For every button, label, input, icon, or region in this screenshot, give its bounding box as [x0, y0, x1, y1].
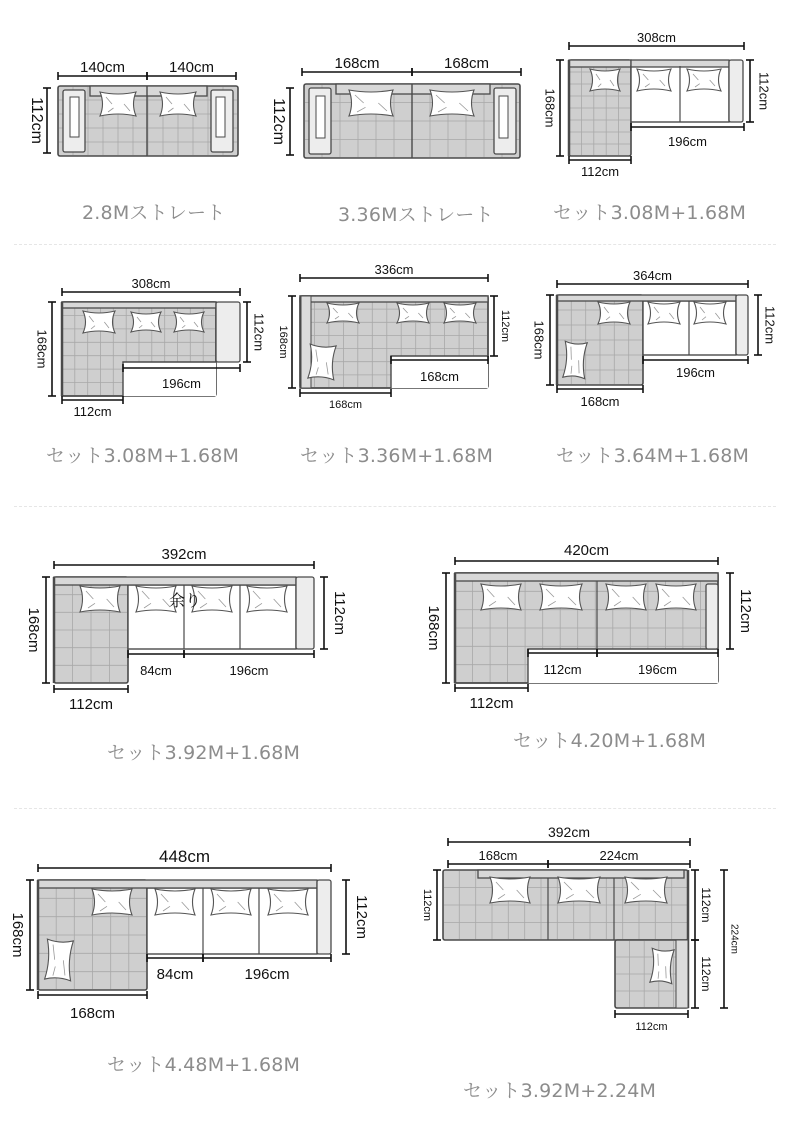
dimension-label: 112cm	[73, 404, 112, 419]
dimension-label: 392cm	[161, 546, 207, 563]
pillow-icon	[247, 586, 287, 612]
dimension-label: 196cm	[637, 662, 678, 677]
pillow-icon	[92, 889, 132, 915]
pillow-icon	[648, 302, 680, 324]
diagram-caption: 3.36Mストレート	[338, 204, 494, 226]
width-dimension	[557, 385, 643, 409]
pillow-icon	[100, 92, 136, 116]
backrest	[478, 870, 684, 878]
width-dimension	[448, 848, 548, 868]
dimension-label: 308cm	[636, 30, 677, 45]
dimension-label: 112cm	[635, 1021, 668, 1033]
pillow-icon	[637, 69, 671, 91]
pillow-icon	[625, 877, 667, 903]
height-dimension	[28, 88, 51, 153]
dimension-label: 392cm	[547, 824, 591, 840]
height-dimension	[9, 880, 34, 990]
dimension-label: 336cm	[374, 262, 414, 277]
width-dimension	[448, 824, 690, 846]
diagram-4	[35, 276, 267, 419]
width-dimension	[203, 954, 331, 983]
width-dimension	[548, 848, 690, 868]
width-dimension	[643, 356, 748, 380]
dimension-label: 196cm	[161, 376, 202, 391]
height-dimension	[754, 295, 778, 355]
diagram-9	[9, 847, 370, 1022]
height-dimension	[243, 302, 267, 362]
dimension-label: 448cm	[158, 847, 211, 866]
dimension-label: 140cm	[168, 59, 215, 76]
dimension-label: 168cm	[419, 369, 460, 384]
dimension-label: 112cm	[762, 305, 778, 345]
dimension-label: 196cm	[244, 966, 290, 983]
dimension-label: 168cm	[425, 605, 443, 651]
dimension-label: 168cm	[334, 55, 380, 72]
height-dimension	[35, 302, 56, 396]
width-dimension	[569, 30, 744, 50]
diagram-caption: セット3.36M+1.68M	[300, 445, 494, 467]
dimension-label: 168cm	[531, 320, 547, 360]
backrest	[569, 60, 631, 67]
pillow-icon	[327, 303, 359, 323]
width-dimension	[615, 1010, 688, 1033]
dimension-label: 112cm	[499, 309, 512, 343]
dimension-label: 112cm	[698, 887, 713, 923]
height-dimension	[691, 940, 713, 1008]
dimension-label: 140cm	[79, 59, 126, 76]
armrest	[736, 295, 748, 355]
width-dimension	[631, 123, 744, 149]
dimension-label: 168cm	[69, 1005, 116, 1022]
dimension-label: 112cm	[251, 312, 267, 352]
dimension-label: 112cm	[756, 71, 772, 111]
width-dimension	[62, 276, 240, 296]
pillow-icon	[606, 584, 646, 610]
pillow-icon	[268, 889, 308, 915]
dimension-label: 308cm	[131, 276, 171, 291]
dimension-label: 112cm	[353, 895, 371, 939]
pillow-icon	[397, 303, 429, 323]
height-dimension	[25, 577, 50, 683]
dimension-label: 196cm	[229, 663, 269, 678]
armrest	[296, 577, 314, 649]
section-divider	[14, 808, 776, 809]
armrest	[216, 302, 240, 362]
dimension-label: 112cm	[69, 696, 113, 713]
height-dimension	[320, 577, 348, 649]
dimension-label: 112cm	[331, 591, 349, 635]
dimension-label: 112cm	[469, 695, 514, 712]
pillow-icon	[481, 584, 521, 610]
pillow-icon	[308, 344, 336, 380]
pillow-icon	[174, 312, 204, 332]
height-dimension	[726, 573, 754, 649]
pillow-icon	[430, 90, 474, 116]
width-dimension	[302, 55, 412, 76]
dimension-label: 196cm	[667, 134, 708, 149]
dimension-label: 168cm	[277, 325, 290, 359]
dimension-label: 224cm	[599, 848, 639, 863]
diagram-caption: セット3.92M+2.24M	[463, 1080, 657, 1102]
width-dimension	[128, 650, 184, 678]
pillow-icon	[563, 341, 587, 378]
width-dimension	[184, 650, 314, 678]
dimension-label: 168cm	[34, 329, 50, 369]
note-label: 余り	[168, 593, 202, 610]
dimension-label: 168cm	[580, 394, 620, 409]
width-dimension	[54, 546, 314, 569]
pillow-icon	[590, 69, 620, 91]
pillow-icon	[694, 302, 726, 324]
width-dimension	[412, 55, 521, 76]
dimension-label: 112cm	[421, 888, 434, 922]
armrest	[706, 584, 718, 649]
height-dimension	[425, 573, 450, 683]
dimension-label: 112cm	[269, 98, 287, 145]
diagram-10	[421, 824, 739, 1033]
diagram-caption: セット4.20M+1.68M	[513, 730, 707, 752]
dimension-label: 168cm	[328, 399, 363, 411]
width-dimension	[300, 262, 488, 282]
dimension-label: 112cm	[737, 589, 755, 633]
diagram-caption: 2.8Mストレート	[82, 202, 226, 224]
pillow-icon	[131, 312, 161, 332]
diagram-5	[277, 262, 511, 411]
width-dimension	[300, 389, 391, 411]
dimension-label: 168cm	[542, 88, 558, 128]
diagram-caption: セット3.92M+1.68M	[107, 742, 301, 764]
pillow-icon	[656, 584, 696, 610]
pillow-icon	[598, 302, 630, 324]
armrest	[729, 60, 743, 122]
diagram-8	[425, 542, 754, 712]
width-dimension	[569, 156, 631, 179]
pillow-icon	[558, 877, 600, 903]
pillow-icon	[444, 303, 476, 323]
dimension-label: 224cm	[728, 923, 740, 955]
section-divider	[14, 506, 776, 507]
diagram-caption: セット3.08M+1.68M	[46, 445, 240, 467]
dimension-label: 168cm	[9, 912, 27, 958]
width-dimension	[38, 847, 331, 872]
diagram-3	[543, 30, 772, 179]
diagram-caption: セット3.08M+1.68M	[553, 202, 747, 224]
armrest	[317, 880, 331, 954]
dimension-label: 364cm	[632, 268, 673, 283]
dimension-label: 112cm	[27, 97, 45, 144]
backrest	[62, 302, 216, 308]
height-dimension	[746, 60, 772, 122]
pillow-icon	[349, 90, 393, 116]
width-dimension	[455, 542, 718, 565]
backrest	[300, 296, 488, 302]
dimension-label: 420cm	[563, 542, 610, 559]
width-dimension	[62, 396, 123, 419]
height-dimension	[277, 296, 296, 388]
section-divider	[14, 244, 776, 245]
backrest	[38, 880, 317, 888]
dimension-label: 168cm	[25, 607, 43, 653]
pillow-icon	[160, 92, 196, 116]
dimension-label: 84cm	[140, 663, 172, 678]
width-dimension	[455, 684, 528, 712]
height-dimension	[342, 880, 370, 954]
dimension-label: 112cm	[698, 956, 713, 992]
pillow-icon	[211, 889, 251, 915]
dimension-label: 112cm	[543, 662, 582, 677]
diagram-6	[532, 268, 778, 409]
pillow-icon	[540, 584, 582, 610]
diagram-7	[25, 546, 348, 713]
height-dimension	[720, 870, 739, 1008]
pillow-icon	[650, 948, 674, 983]
dimension-label: 196cm	[675, 365, 716, 380]
pillow-icon	[490, 877, 530, 903]
pillow-icon	[155, 889, 195, 915]
pillow-icon	[83, 311, 115, 333]
height-dimension	[532, 295, 554, 385]
dimension-label: 168cm	[443, 55, 490, 72]
width-dimension	[557, 268, 748, 288]
backrest	[557, 295, 736, 301]
backrest	[631, 60, 729, 67]
diagram-2	[270, 55, 521, 158]
diagram-1	[28, 59, 238, 156]
width-dimension	[147, 59, 236, 80]
width-dimension	[58, 59, 147, 80]
width-dimension	[54, 685, 128, 713]
pillow-icon	[80, 586, 120, 612]
dimension-label: 168cm	[478, 848, 518, 863]
diagram-caption: セット3.64M+1.68M	[556, 445, 750, 467]
height-dimension	[270, 88, 294, 155]
height-dimension	[543, 60, 564, 156]
diagram-caption: セット4.48M+1.68M	[107, 1054, 301, 1076]
pillow-icon	[45, 939, 74, 981]
height-dimension	[421, 870, 441, 940]
dimension-label: 84cm	[156, 966, 194, 983]
pillow-icon	[687, 69, 721, 91]
backrest	[54, 577, 296, 585]
width-dimension	[147, 954, 203, 983]
backrest	[455, 573, 718, 581]
dimension-label: 112cm	[580, 164, 620, 179]
width-dimension	[38, 991, 147, 1022]
height-dimension	[490, 296, 511, 356]
height-dimension	[691, 870, 713, 940]
